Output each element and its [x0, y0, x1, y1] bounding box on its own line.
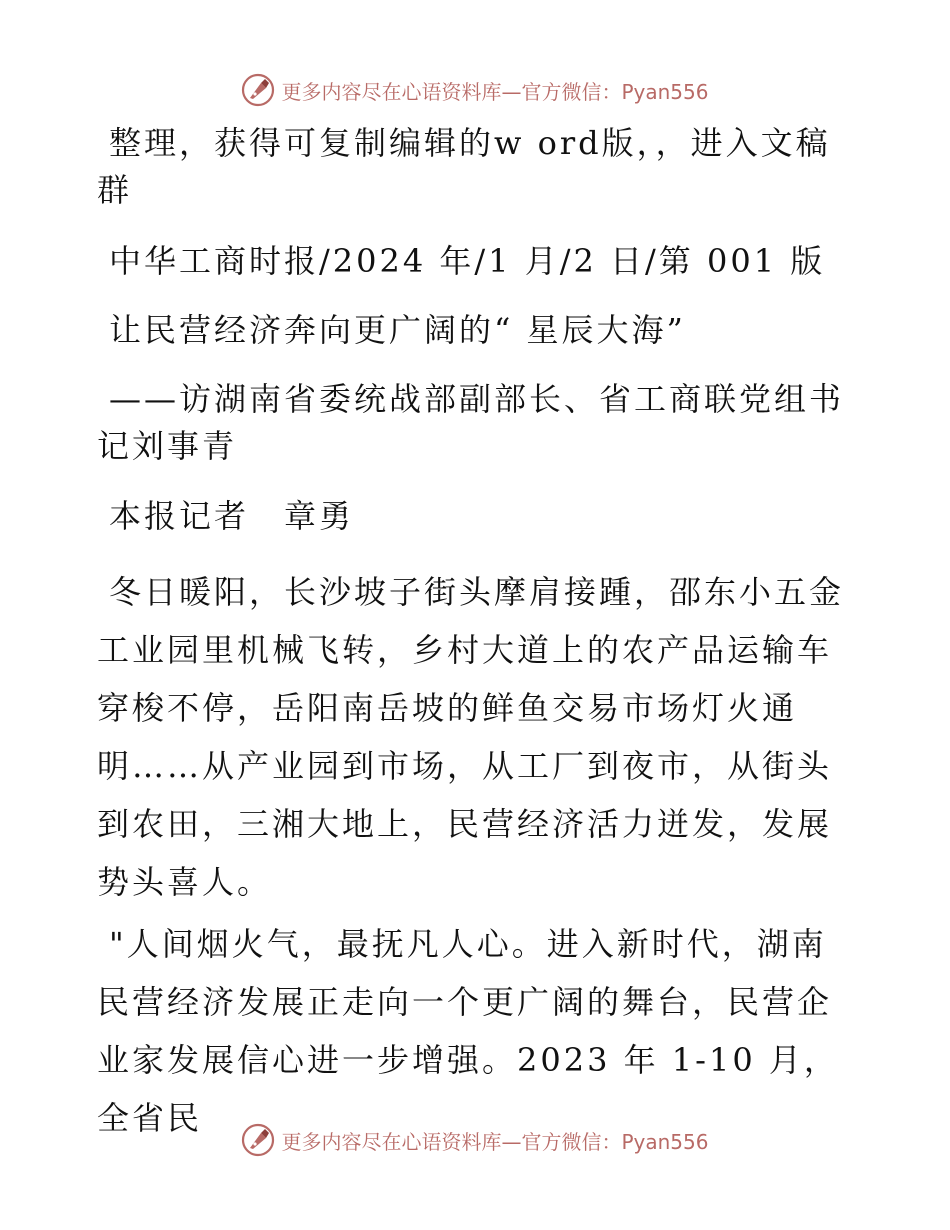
article-subtitle: ——访湖南省委统战部副部长、省工商联党组书记刘事青: [97, 380, 845, 465]
byline: 本报记者 章勇: [109, 497, 355, 535]
header-watermark-group: [241, 73, 708, 107]
pen-nib-logo-icon: [241, 73, 275, 107]
pen-nib-logo-icon: [241, 1123, 275, 1157]
header-watermark-text: 更多内容尽在心语资料库—官方微信：Pyan556: [281, 79, 709, 104]
footer-watermark-group: [241, 1123, 708, 1157]
footer-watermark: [0, 1120, 950, 1160]
body-paragraph-2: "人间烟火气，最抚凡人心。进入新时代，湖南民营经济发展正走向一个更广阔的舞台，民营企业家发展信心进一步增强。2023 年 1-10 月，全省民: [97, 925, 839, 1137]
footer-watermark-text: 更多内容尽在心语资料库—官方微信：Pyan556: [281, 1129, 709, 1154]
header-watermark: [0, 70, 950, 110]
document-body: [97, 120, 857, 1147]
article-title: 让民营经济奔向更广阔的“ 星辰大海”: [109, 311, 686, 349]
publication-line: 中华工商时报/2024 年/1 月/2 日/第 001 版: [109, 242, 826, 280]
intro-note: 整理，获得可复制编辑的w ord版，，进入文稿群: [97, 124, 831, 209]
body-paragraph-1: 冬日暖阳，长沙坡子街头摩肩接踵，邵东小五金工业园里机械飞转，乡村大道上的农产品运输车穿梭不停，岳阳南岳坡的鲜鱼交易市场灯火通明……从产业园到市场，从工厂到夜市，从街头到农田，三湘大地上，民营经济活力迸发，发展势头喜人。: [97, 573, 845, 901]
